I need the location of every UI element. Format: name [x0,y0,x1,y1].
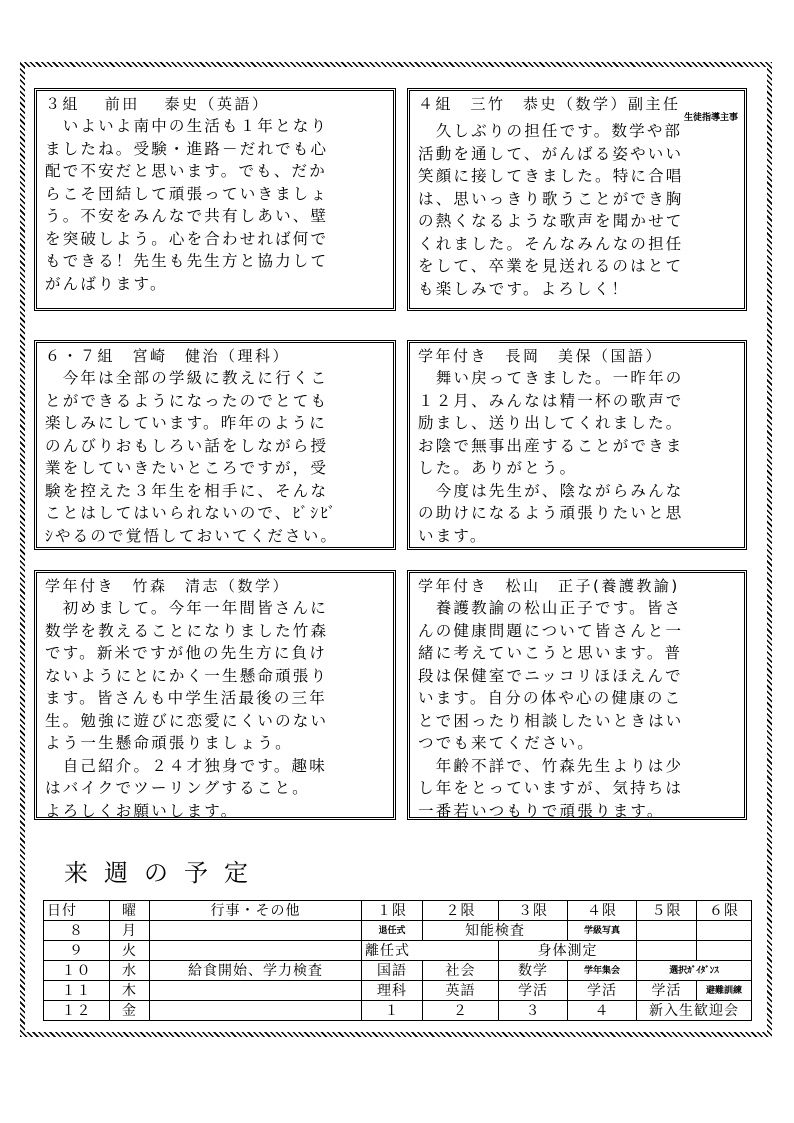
line: んの健康問題について皆さんと一 [418,621,684,640]
period-cell: ３ [499,1001,568,1021]
period-cell: 英語 [423,981,499,1001]
line: 緒に考えていこうと思います。普 [418,644,683,662]
period-cell [697,921,752,941]
line: ないようにとにかく一生懸命頑張り [45,666,329,685]
event-cell [150,921,362,941]
line: 験を控えた３年生を相手に、そんな [45,481,329,500]
line: 初めまして。今年一年間皆さんに [45,599,328,617]
line: 業をしていきたいところですが，受 [45,459,329,477]
day-cell: 水 [110,961,150,981]
header-cell: 日付 [44,901,110,921]
date-cell: ８ [44,921,110,941]
line: は、思いっきり歌うことができ胸 [418,189,684,208]
line: いよいよ南中の生活も１年となり [45,117,329,135]
header-cell: 行事・その他 [150,901,362,921]
period-cell [637,941,697,961]
period-cell: ２ [423,1001,499,1021]
day-cell: 火 [110,941,150,961]
line: ことはしてはいられないので、ﾋﾞｼﾋﾞ [45,504,338,522]
period-cell: 選択ｶﾞｲﾀﾞﾝｽ [637,961,752,981]
line: 笑顔に接してきました。特に合唱 [418,167,684,185]
period-cell: 身体測定 [499,941,637,961]
line: がんばります。 [45,274,168,293]
period-cell: 新入生歓迎会 [637,1001,752,1021]
line: の熱くなるような歌声を聞かせて [418,212,684,230]
teacher-box-miyazaki [34,340,396,550]
line: 配で不安だと思います。でも、だか [45,162,327,180]
line: よろしくお願いします。 [45,801,239,820]
line: う。不安をみんなで共有しあい、壁 [45,207,329,225]
line: のんびりおもしろい話をしながら授 [45,436,329,455]
line: ます。皆さんも中学生活最後の三年 [45,689,327,707]
date-cell: ９ [44,941,110,961]
line: ましたね。受験・進路－だれでも心 [45,139,329,158]
period-cell: 学活 [568,981,637,1001]
line: います。自分の体や心の健康のこ [418,689,683,707]
line: ｼやるので覚悟しておいてください。 [45,526,339,545]
header-cell: ３限 [499,901,568,921]
day-cell: 木 [110,981,150,1001]
period-cell: 国語 [362,961,423,981]
line: 段は保健室でニッコリほほえんで [418,666,683,685]
period-cell: 学年集会 [568,961,637,981]
event-cell [150,981,362,1001]
period-cell: 避難訓練 [697,981,752,1001]
date-cell: １２ [44,1001,110,1021]
line: とで困ったり相談したいときはい [418,711,684,730]
teacher-title: 学年付き 松山 正子(養護教諭) [418,577,680,595]
line: はバイクでツーリングすること。 [45,779,310,797]
line: くれました。そんなみんなの担任 [418,234,684,253]
day-cell: 月 [110,921,150,941]
header-cell: ５限 [637,901,697,921]
teacher-title: 学年付き 長岡 美保（国語） [418,347,664,365]
period-cell: 学活 [637,981,697,1001]
event-cell: 給食開始、学力検査 [150,961,362,981]
line: 今度は先生が、陰ながらみんな [418,481,684,500]
line: をして、卒業を見送れるのはとて [418,257,684,275]
period-cell: １ [362,1001,423,1021]
line: 楽しみにしています。昨年のように [45,414,327,432]
line: お陰で無事出産することができま [418,436,684,455]
teacher-box-nagaoka [407,340,747,550]
period-cell: 離任式 [362,941,499,961]
line: つでも来てください。 [418,734,596,752]
period-cell: ４ [568,1001,637,1021]
header-cell: 曜 [110,901,150,921]
period-cell: 社会 [423,961,499,981]
date-cell: １１ [44,981,110,1001]
day-cell: 金 [110,1001,150,1021]
date-cell: １０ [44,961,110,981]
line: 養護教諭の松山正子です。皆さ [418,599,683,617]
teacher-box-maeda [34,88,396,311]
line: です。新米ですが他の先生方に負け [45,644,327,662]
line: もできる！先生も先生方と協力して [45,252,329,270]
teacher-title: ６・７組 宮崎 健治（理科） [45,347,291,365]
teacher-box-matsuyama [407,570,747,820]
table-row [44,981,752,1001]
line: よう一生懸命頑張りましょう。 [45,734,293,752]
period-cell [637,921,697,941]
line: 数学を教えることになりました竹森 [45,621,329,640]
header-cell: ４限 [568,901,637,921]
line: を突破しよう。心を合わせれば何で [45,229,329,248]
teacher-box-mitake [407,88,747,311]
line: も楽しみです。よろしく！ [418,279,630,298]
teacher-subtitle: 生徒指導主事 [683,113,738,123]
header-cell: ６限 [697,901,752,921]
line: 年齢不詳で、竹森先生よりは少 [418,756,684,775]
line: 励まし、送り出してくれました。 [418,414,684,432]
line: 自己紹介。２４才独身です。趣味 [45,756,327,775]
line: 久しぶりの担任です。数学や部 [418,122,683,140]
line: 生。勉強に遊びに恋愛にくいのない [45,711,329,730]
table-row [44,1001,752,1021]
period-cell [697,941,752,961]
event-cell [150,941,362,961]
line: います。 [418,526,488,545]
period-cell: 知能検査 [423,921,568,941]
teacher-title: ４組 三竹 恭史（数学）副主任 [418,95,681,113]
table-row [44,941,752,961]
line: １２月、みんなは精一杯の歌声で [418,391,684,410]
schedule-title: 来週の予定 [64,859,264,887]
teacher-title: ３組 前田 泰史（英語） [45,95,270,113]
table-row [44,921,752,941]
line: 舞い戻ってきました。一昨年の [418,369,684,387]
schedule-table [43,900,752,1021]
period-cell: 学活 [499,981,568,1001]
line: し年をとっていますが、気持ちは [418,779,684,797]
line: した。ありがとう。 [418,459,578,477]
table-header-row [44,901,752,921]
header-cell: １限 [362,901,423,921]
line: とができるようになったのでとても [45,391,329,410]
teacher-box-takemori [34,570,396,820]
line: 活動を通して、がんばる姿やいい [418,144,684,163]
period-cell: 学級写真 [568,921,637,941]
line: の助けになるよう頑張りたいと思 [418,504,684,522]
line: 一番若いつもりで頑張ります。 [418,801,665,820]
table-row [44,961,752,981]
line: らこそ団結して頑張っていきましょ [45,184,329,203]
line: 今年は全部の学級に教えに行くこ [45,369,329,387]
event-cell [150,1001,362,1021]
period-cell: 理科 [362,981,423,1001]
period-cell: 数学 [499,961,568,981]
header-cell: ２限 [423,901,499,921]
teacher-title: 学年付き 竹森 清志（数学） [45,577,291,595]
period-cell: 退任式 [362,921,423,941]
